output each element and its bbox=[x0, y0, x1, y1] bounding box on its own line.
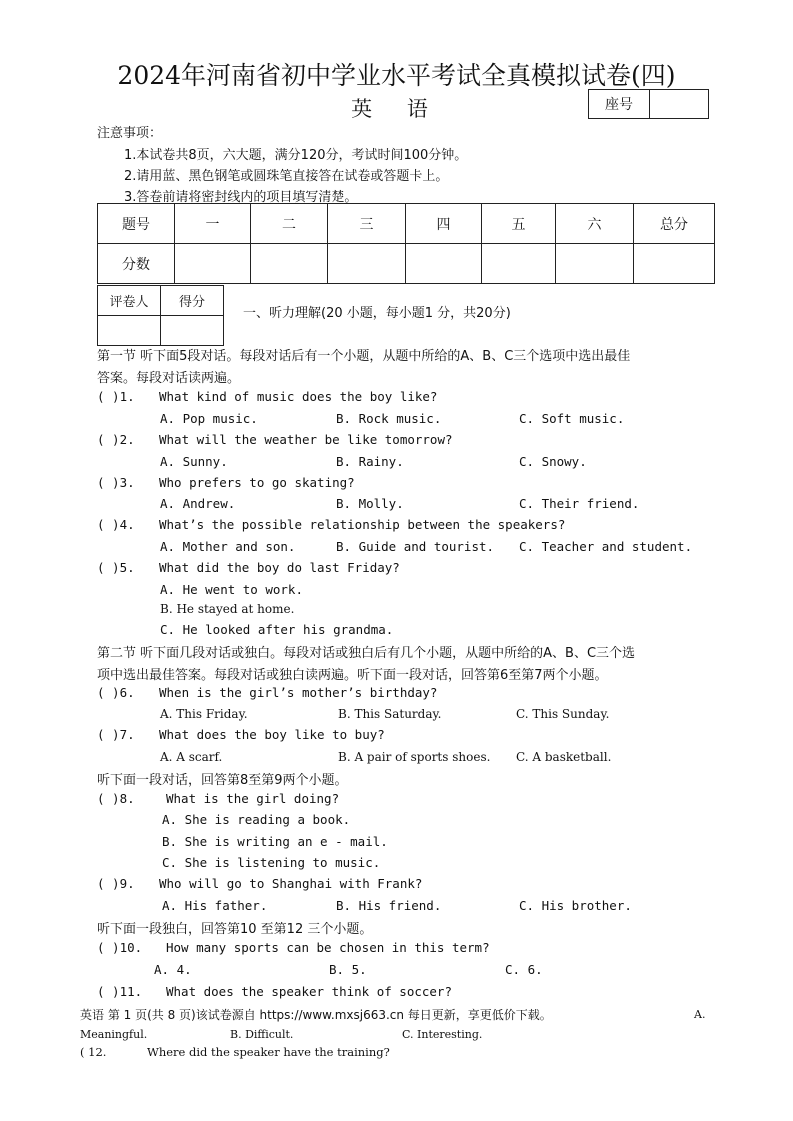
score-header-cell: 总分 bbox=[634, 204, 715, 244]
part1-intro-line1: 第一节 听下面5段对话。每段对话后有一个小题，从题中所给的A、B、C三个选项中选出最佳 bbox=[97, 349, 631, 364]
score-table-value-row bbox=[98, 244, 715, 284]
score-cell[interactable] bbox=[251, 244, 328, 284]
listen-instruction: 听下面一段对话，回答第8至第9两个小题。 bbox=[97, 773, 348, 788]
notes-heading: 注意事项： bbox=[97, 126, 163, 141]
score-cell[interactable] bbox=[175, 244, 251, 284]
question-text: What’s the possible relationship between the speakers? bbox=[159, 517, 566, 532]
question-number: ( )7. bbox=[97, 727, 135, 742]
question-number: ( )4. bbox=[97, 517, 135, 532]
option-b: B. Guide and tourist. bbox=[336, 539, 495, 554]
option-b: B. His friend. bbox=[336, 898, 442, 913]
question-number: ( )2. bbox=[97, 432, 135, 447]
seat-value-cell[interactable] bbox=[650, 90, 709, 119]
seat-label: 座号 bbox=[589, 90, 650, 119]
question-text: What will the weather be like tomorrow? bbox=[159, 432, 453, 447]
score-table bbox=[97, 203, 715, 284]
score-cell[interactable] bbox=[406, 244, 482, 284]
question-number: ( )1. bbox=[97, 389, 135, 404]
score-label: 得分 bbox=[161, 286, 224, 316]
option-a: A. bbox=[694, 1008, 706, 1021]
option-c: C. Teacher and student. bbox=[519, 539, 693, 554]
score-header-cell: 一 bbox=[175, 204, 251, 244]
option-b: B. Difficult. bbox=[230, 1028, 294, 1041]
question-text: What did the boy do last Friday? bbox=[159, 560, 400, 575]
grader-cell[interactable] bbox=[98, 316, 161, 346]
note-item-3: 3.答卷前请将密封线内的项目填写清楚。 bbox=[124, 190, 358, 205]
option-c: C. He looked after his grandma. bbox=[160, 622, 394, 637]
subject-title: 英 语 bbox=[351, 97, 442, 121]
listen-instruction: 听下面一段独白，回答第10 至第12 三个小题。 bbox=[97, 922, 373, 937]
grader-label: 评卷人 bbox=[98, 286, 161, 316]
section-title: 一、听力理解(20 小题，每小题1 分，共20分) bbox=[243, 306, 511, 321]
question-text: How many sports can be chosen in this term? bbox=[166, 940, 490, 955]
option-b: B. Rock music. bbox=[336, 411, 442, 426]
option-b: B. Molly. bbox=[336, 496, 404, 511]
question-number: ( 12. bbox=[80, 1045, 107, 1059]
question-text: What does the boy like to buy? bbox=[159, 727, 385, 742]
option-c: C. Soft music. bbox=[519, 411, 625, 426]
option-a: A. This Friday. bbox=[160, 707, 248, 721]
score-header-cell: 五 bbox=[482, 204, 556, 244]
question-text: What does the speaker think of soccer? bbox=[166, 984, 452, 999]
option-c: C. A basketball. bbox=[516, 750, 612, 764]
option-c: C. She is listening to music. bbox=[162, 855, 381, 870]
option-c: C. This Sunday. bbox=[516, 707, 610, 721]
question-text: When is the girl’s mother’s birthday? bbox=[159, 685, 438, 700]
option-c: C. Interesting. bbox=[402, 1028, 483, 1041]
question-number: ( )11. bbox=[97, 984, 143, 999]
option-a: A. 4. bbox=[154, 962, 192, 977]
score-header-cell: 六 bbox=[556, 204, 634, 244]
option-a: A. Sunny. bbox=[160, 454, 228, 469]
part2-intro-line1: 第二节 听下面几段对话或独白。每段对话或独白后有几个小题，从题中所给的A、B、C三个选 bbox=[97, 646, 636, 661]
score-row-label: 分数 bbox=[98, 244, 175, 284]
option-a: A. Andrew. bbox=[160, 496, 236, 511]
score-header-cell: 题号 bbox=[98, 204, 175, 244]
score-cell[interactable] bbox=[328, 244, 406, 284]
option-a: A. She is reading a book. bbox=[162, 812, 351, 827]
score-cell[interactable] bbox=[634, 244, 715, 284]
option-a: A. A scarf. bbox=[160, 750, 223, 764]
question-text: Where did the speaker have the training? bbox=[147, 1045, 390, 1059]
option-c: C. His brother. bbox=[519, 898, 632, 913]
question-number: ( )5. bbox=[97, 560, 135, 575]
question-number: ( )10. bbox=[97, 940, 143, 955]
note-item-2: 2.请用蓝、黑色钢笔或圆珠笔直接答在试卷或答题卡上。 bbox=[124, 169, 449, 184]
option-a-text: Meaningful. bbox=[80, 1028, 148, 1041]
option-a: A. Mother and son. bbox=[160, 539, 296, 554]
note-item-1: 1.本试卷共8页，六大题，满分120分，考试时间100分钟。 bbox=[124, 148, 468, 163]
option-b: B. This Saturday. bbox=[338, 707, 442, 721]
question-number: ( )9. bbox=[97, 876, 135, 891]
option-b: B. 5. bbox=[329, 962, 367, 977]
part2-intro-line2: 项中选出最佳答案。每段对话或独白读两遍。听下面一段对话，回答第6至第7两个小题。 bbox=[97, 668, 608, 683]
question-text: What kind of music does the boy like? bbox=[159, 389, 438, 404]
option-a: A. His father. bbox=[162, 898, 268, 913]
option-c: C. Snowy. bbox=[519, 454, 587, 469]
option-c: C. Their friend. bbox=[519, 496, 640, 511]
option-a: A. He went to work. bbox=[160, 582, 303, 597]
exam-title: 2024年河南省初中学业水平考试全真模拟试卷(四) bbox=[117, 61, 676, 90]
question-number: ( )3. bbox=[97, 475, 135, 490]
question-text: Who prefers to go skating? bbox=[159, 475, 355, 490]
option-b: B. She is writing an e - mail. bbox=[162, 834, 388, 849]
score-cell[interactable] bbox=[482, 244, 556, 284]
option-b: B. Rainy. bbox=[336, 454, 404, 469]
question-number: ( )6. bbox=[97, 685, 135, 700]
option-b: B. He stayed at home. bbox=[160, 602, 295, 616]
score-cell[interactable] bbox=[556, 244, 634, 284]
option-a: A. Pop music. bbox=[160, 411, 258, 426]
grader-table bbox=[97, 285, 224, 346]
score-value-cell[interactable] bbox=[161, 316, 224, 346]
option-c: C. 6. bbox=[505, 962, 543, 977]
question-text: What is the girl doing? bbox=[166, 791, 340, 806]
score-header-cell: 二 bbox=[251, 204, 328, 244]
question-number: ( )8. bbox=[97, 791, 135, 806]
page-footer: 英语 第 1 页(共 8 页)该试卷源自 https://www.mxsj663.cn 每日更新，享更低价下载。 bbox=[80, 1008, 552, 1022]
score-table-header-row bbox=[98, 204, 715, 244]
seat-number-box bbox=[588, 89, 709, 119]
score-header-cell: 三 bbox=[328, 204, 406, 244]
part1-intro-line2: 答案。每段对话读两遍。 bbox=[97, 371, 241, 386]
option-b: B. A pair of sports shoes. bbox=[338, 750, 491, 764]
question-text: Who will go to Shanghai with Frank? bbox=[159, 876, 423, 891]
score-header-cell: 四 bbox=[406, 204, 482, 244]
